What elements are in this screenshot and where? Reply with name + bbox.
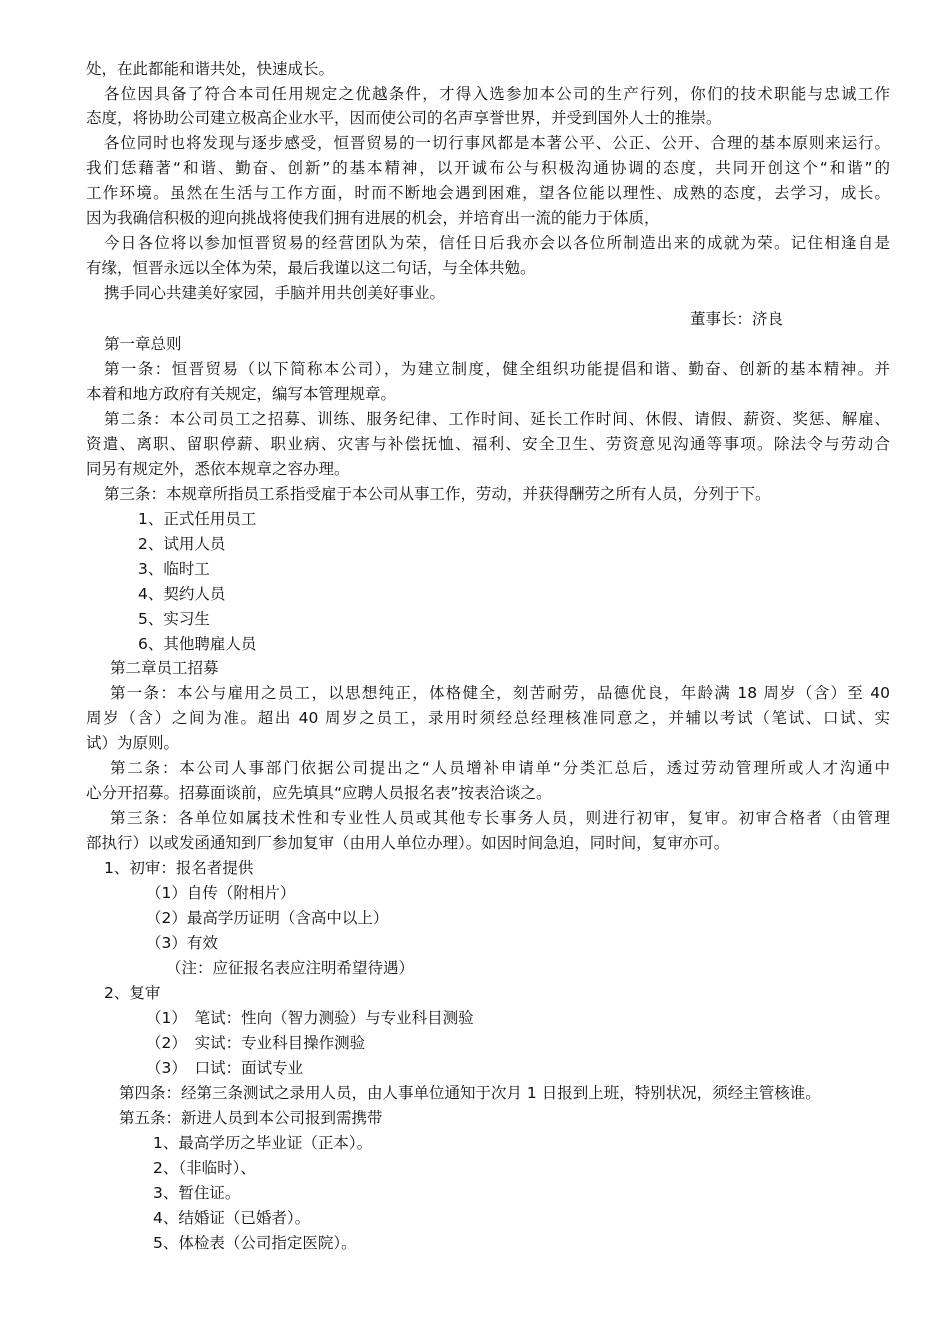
list-item: （2） 实试：专业科目操作测验: [146, 1034, 366, 1052]
chapter-heading: 第一章总则: [104, 335, 182, 353]
text-line: 第三条：本规章所指员工系指受雇于本公司从事工作，劳动，并获得酬劳之所有人员，分列于下。: [104, 485, 771, 503]
text-line: 本着和地方政府有关规定，编写本管理规章。: [86, 385, 397, 403]
list-item: 6、其他聘雇人员: [138, 635, 257, 653]
text-line: 各位因具备了符合本司任用规定之优越条件，才得入选参加本公司的生产行列，你们的技术职能与忠诚工作: [104, 85, 890, 103]
text-line: 心分开招募。招募面谈前，应先填具“应聘人员报名表”按表洽谈之。: [86, 784, 552, 802]
list-item: 5、体检表（公司指定医院）。: [153, 1234, 357, 1252]
text-line: 携手同心共建美好家园，手脑并用共创美好事业。: [104, 284, 446, 302]
text-line: 今日各位将以参加恒晋贸易的经营团队为荣，信任日后我亦会以各位所制造出来的成就为荣。记住相逢自是: [104, 234, 890, 252]
list-item: 1、初审：报名者提供: [104, 859, 254, 877]
text-line: 处，在此都能和谐共处，快速成长。: [86, 60, 335, 78]
list-item: 2、（非临时）、: [153, 1159, 256, 1177]
chapter-heading: 第二章员工招募: [110, 659, 219, 677]
text-line: 态度，将协助公司建立极高企业水平，因而使公司的名声享誉世界，并受到国外人士的推崇。: [86, 109, 722, 127]
list-item: 3、暂住证。: [153, 1184, 241, 1202]
text-line: 第二条：本公司员工之招募、训练、服务纪律、工作时间、延长工作时间、休假、请假、薪资、奖惩、解雇、: [104, 410, 890, 428]
list-item: （2）最高学历证明（含高中以上）: [146, 909, 389, 927]
text-line: 周岁（含）之间为准。超出 40 周岁之员工，录用时须经总经理核准同意之，并辅以考试（笔试、口试、实: [86, 709, 890, 727]
list-item: （1） 笔试：性向（智力测验）与专业科目测验: [146, 1009, 474, 1027]
list-item: （3）有效: [146, 934, 218, 952]
text-line: 第一条：恒晋贸易（以下简称本公司），为建立制度，健全组织功能提倡和谐、勤奋、创新的基本精神。并: [104, 360, 890, 378]
list-item: 2、试用人员: [138, 535, 226, 553]
text-line: 第五条：新进人员到本公司报到需携带: [119, 1109, 383, 1127]
signature-line: 董事长：济良: [690, 310, 784, 328]
text-line: 部执行）以或发函通知到厂参加复审（由用人单位办理）。如因时间急迫，同时间，复审亦可。: [86, 834, 730, 852]
note-line: （注：应征报名表应注明希望待遇）: [166, 959, 415, 977]
text-line: 各位同时也将发现与逐步感受，恒晋贸易的一切行事风都是本著公平、公正、公开、合理的基本原则来运行。: [104, 134, 890, 152]
text-line: 工作环境。虽然在生活与工作方面，时而不断地会遇到困难，望各位能以理性、成熟的态度，去学习，成长。: [86, 184, 890, 202]
list-item: 1、正式任用员工: [138, 510, 257, 528]
list-item: 4、结婚证（已婚者）。: [153, 1209, 311, 1227]
text-line: 我们恁藉著“和谐、勤奋、创新”的基本精神，以开诚布公与积极沟通协调的态度，共同开创这个“和谐”的: [86, 159, 890, 177]
list-item: 4、契约人员: [138, 585, 226, 603]
list-item: （3） 口试：面试专业: [146, 1059, 304, 1077]
list-item: （1）自传（附相片）: [146, 884, 296, 902]
list-item: 3、临时工: [138, 560, 210, 578]
text-line: 有缘，恒晋永远以全体为荣，最后我谨以这二句话，与全体共勉。: [86, 259, 536, 277]
text-line: 第二条：本公司人事部门依据公司提出之“人员增补申请单“分类汇总后，透过劳动管理所或人才沟通中: [110, 759, 890, 777]
text-line: 第三条：各单位如属技术性和专业性人员或其他专长事务人员，则进行初审，复审。初审合格者（由管理: [110, 809, 890, 827]
list-item: 5、实习生: [138, 610, 210, 628]
list-item: 1、最高学历之毕业证（正本）。: [153, 1134, 373, 1152]
text-line: 第四条：经第三条测试之录用人员，由人事单位通知于次月 1 日报到上班，特别状况，须经主管核谁。: [119, 1084, 821, 1102]
text-line: 因为我确信积极的迎向挑战将使我们拥有进展的机会，并培育出一流的能力于体质，: [86, 209, 660, 227]
text-line: 同另有规定外，悉依本规章之容办理。: [86, 460, 350, 478]
text-line: 资遣、离职、留职停薪、职业病、灾害与补偿抚恤、福利、安全卫生、劳资意见沟通等事项。除法令与劳动合: [86, 435, 890, 453]
text-line: 试）为原则。: [86, 734, 180, 752]
text-line: 第一条：本公与雇用之员工，以思想纯正，体格健全，刻苦耐劳，品德优良，年龄满 18 周岁（含）至 40: [110, 684, 890, 702]
list-item: 2、复审: [104, 984, 161, 1002]
